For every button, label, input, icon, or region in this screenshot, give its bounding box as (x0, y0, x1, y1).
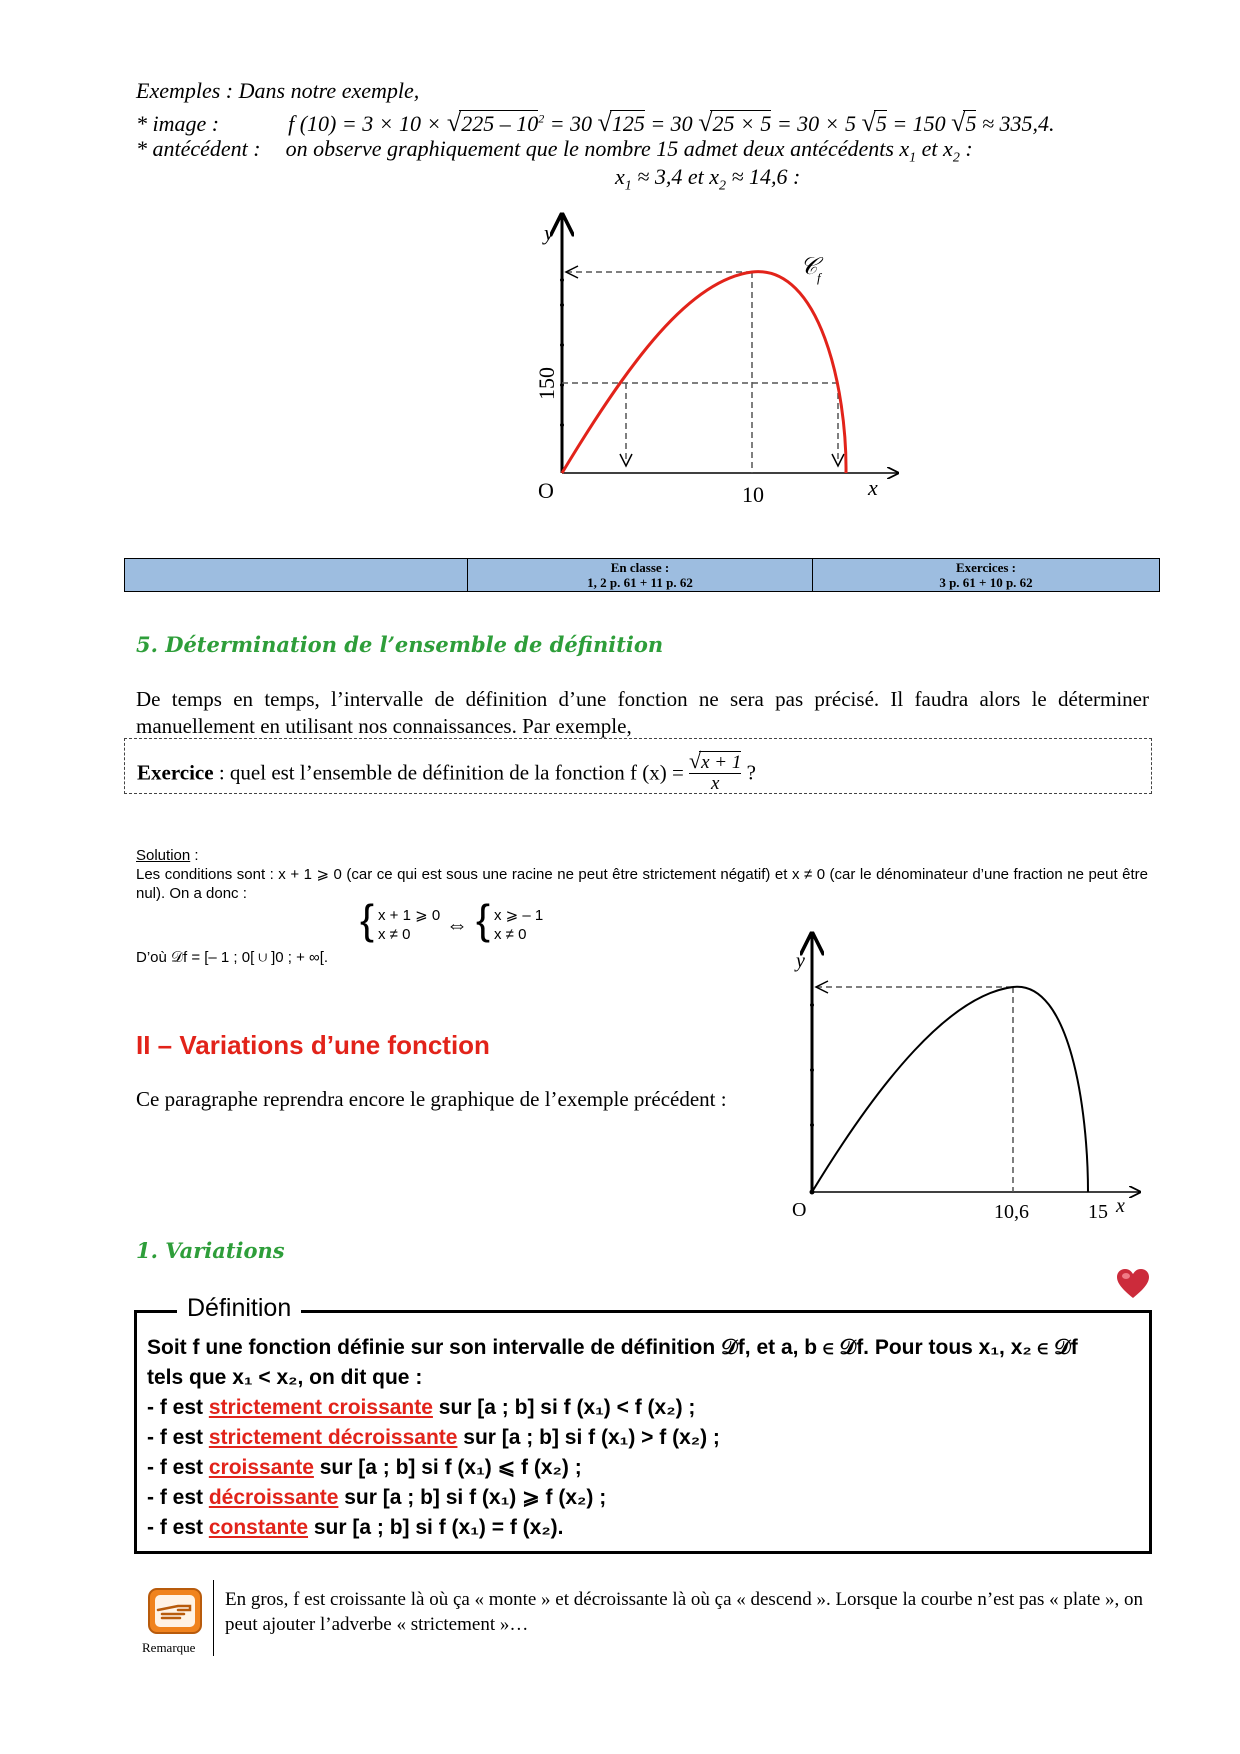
image-eq305: = 30 × 5 (776, 111, 857, 136)
graph1 (520, 210, 920, 520)
x-tick-10: 10 (742, 482, 764, 507)
activities-class-cell (468, 559, 813, 592)
exercise-line (137, 748, 756, 796)
image-rad3: 25 × 5 (712, 111, 772, 136)
exercise-box (124, 738, 1152, 794)
definition-item: - f est strictement croissante sur [a ; b] si f (x₁) < f (x₂) ; (147, 1396, 696, 1419)
exercise-fraction: $\frac{√x + 1}{x}$ (689, 748, 742, 794)
y-label-2: y (796, 950, 805, 972)
image-eq30b: = 30 (650, 111, 693, 136)
antecedent-text: on observe graphiquement que le nombre 15 admet deux antécédents x (285, 136, 910, 161)
definition-line1: Soit f une fonction définie sur son intervalle de définition 𝒟f, et a, b ∈ 𝒟f. Pour tous x₁, x₂ ∈ 𝒟f (147, 1336, 1078, 1359)
pointing-hand-icon (148, 1588, 202, 1634)
part2-title: II – Variations d’une fonction (136, 1030, 490, 1060)
activities-empty-cell (125, 559, 468, 592)
part2-intro: Ce paragraphe reprendra encore le graphique de l’exemple précédent : (136, 1087, 727, 1111)
y-tick-150: 150 (534, 367, 559, 400)
guide-lines-2 (816, 987, 1013, 1192)
x-tick-15: 15 (1088, 1201, 1108, 1223)
x-tick-10-6: 10,6 (994, 1201, 1029, 1223)
image-sup: 2 (538, 111, 545, 126)
term-constant: constante (208, 1516, 309, 1539)
term-increasing: croissante (208, 1456, 314, 1479)
antecedent-sub2: 2 (952, 150, 960, 166)
sys1-line1: x + 1 ⩾ 0 (378, 907, 441, 924)
guide-lines (562, 272, 838, 473)
examples-intro: Exemples : Dans notre exemple, (136, 78, 420, 103)
antecedent-and: et x (921, 136, 953, 161)
exercise-end: ? (746, 760, 756, 785)
approx-x1: x (615, 164, 625, 189)
remark-text: En gros, f est croissante là où ça « monte » et décroissante là où ça « descend ». Lorsque la courbe n’est pas « plate », on peut ajouter l’adverbe « strictement »… (225, 1589, 1144, 1635)
frac-den: x (710, 773, 720, 794)
class-refs: 1, 2 p. 61 + 11 p. 62 (587, 575, 693, 590)
solution-conclusion: D’où 𝒟f = [– 1 ; 0[ ∪ ]0 ; + ∞[. (136, 949, 329, 966)
sys1-line2: x ≠ 0 (378, 926, 411, 943)
exercises-label: Exercices : (955, 560, 1017, 575)
approx-line (615, 164, 800, 194)
activities-exercises-cell (813, 559, 1160, 592)
antecedent-label: * antécédent : (136, 136, 261, 161)
image-eq150: = 150 (892, 111, 946, 136)
image-rad1: 225 – 10 (461, 111, 539, 136)
antecedent-sub1: 1 (909, 150, 917, 166)
definition-line2: tels que x₁ < x₂, on dit que : (147, 1366, 423, 1389)
definition-item: - f est croissante sur [a ; b] si f (x₁) ⩽ f (x₂) ; (147, 1456, 582, 1479)
exercise-label: Exercice (137, 760, 214, 785)
antecedent-line (136, 136, 973, 166)
solution-label: Solution (136, 847, 191, 864)
curve-label-sub: f (817, 270, 821, 285)
exercises-refs: 3 p. 61 + 10 p. 62 (939, 575, 1033, 590)
exercise-text: : quel est l’ensemble de définition de la fonction f (x) = (213, 760, 684, 785)
approx-x2-val: ≈ 14,6 : (731, 164, 801, 189)
solution-colon: : (190, 847, 199, 864)
solution-text: Les conditions sont : x + 1 ⩾ 0 (car ce qui est sous une racine ne peut être strictement négatif) et x ≠ 0 (car le dénominateur d’une fraction ne peut être nul). On a donc : (136, 866, 1148, 902)
curve-2 (812, 987, 1088, 1192)
definition-body (147, 1333, 1147, 1543)
definition-box (134, 1294, 1152, 1554)
image-rad5: 5 (965, 111, 977, 136)
frac-num: x + 1 (701, 752, 742, 773)
approx-x1-val: ≈ 3,4 et x (637, 164, 719, 189)
image-label: * image : (136, 111, 220, 136)
definition-item: - f est constante sur [a ; b] si f (x₁) = f (x₂). (147, 1516, 564, 1539)
term-strictly-increasing: strictement croissante (208, 1396, 433, 1419)
image-line: * image : f $(10) = 3 \times 10 \times √225 - 10^2 = 30$ √125 = 30 √25 × 5 = 30 × 5 √5 = 150 √5 ≈ 335,4. (136, 108, 1055, 137)
sys2-line1: x ⩾ – 1 (494, 907, 544, 924)
activities-table (124, 558, 1160, 592)
class-label: En classe : (610, 560, 670, 575)
solution-label-line (136, 846, 199, 865)
x-label-2: x (1116, 1195, 1125, 1217)
section5-intro: De temps en temps, l’intervalle de définition d’une fonction ne sera pas précisé. Il faudra alors le déterminer manuellement en utilisant nos connaissances. Par exemple, (136, 687, 1149, 738)
heart-icon (1116, 1268, 1150, 1300)
section5-title: 5. Détermination de l’ensemble de définition (136, 632, 664, 657)
image-eq30: = 30 (549, 111, 593, 136)
definition-item: - f est strictement décroissante sur [a ; b] si f (x₁) > f (x₂) ; (147, 1426, 720, 1449)
definition-title: Définition (177, 1294, 301, 1323)
origin-label-2: O (792, 1199, 807, 1221)
curve-cf (562, 272, 846, 473)
section1-title: 1. Variations (136, 1238, 285, 1263)
image-rad4: 5 (875, 111, 887, 136)
sys2-line2: x ≠ 0 (494, 926, 527, 943)
origin-label: O (538, 478, 554, 503)
remark-divider (213, 1580, 214, 1656)
curve-label: 𝒞 (800, 254, 818, 280)
image-approx: ≈ 335,4. (981, 111, 1055, 136)
equiv-symbol: ⇔ (446, 912, 468, 937)
approx-x2-sub: 2 (718, 178, 726, 194)
graph2 (790, 930, 1150, 1230)
image-rad2: 125 (611, 111, 645, 136)
term-decreasing: décroissante (208, 1486, 339, 1509)
approx-x1-sub: 1 (624, 178, 632, 194)
term-strictly-decreasing: strictement décroissante (208, 1426, 458, 1449)
y-label: y (544, 220, 554, 245)
definition-item: - f est décroissante sur [a ; b] si f (x₁) ⩾ f (x₂) ; (147, 1486, 607, 1509)
antecedent-colon: : (965, 136, 973, 161)
remark-caption: Remarque (142, 1640, 196, 1655)
x-label: x (868, 475, 878, 500)
image-f10: f (10) = 3 × 10 × (288, 111, 442, 136)
